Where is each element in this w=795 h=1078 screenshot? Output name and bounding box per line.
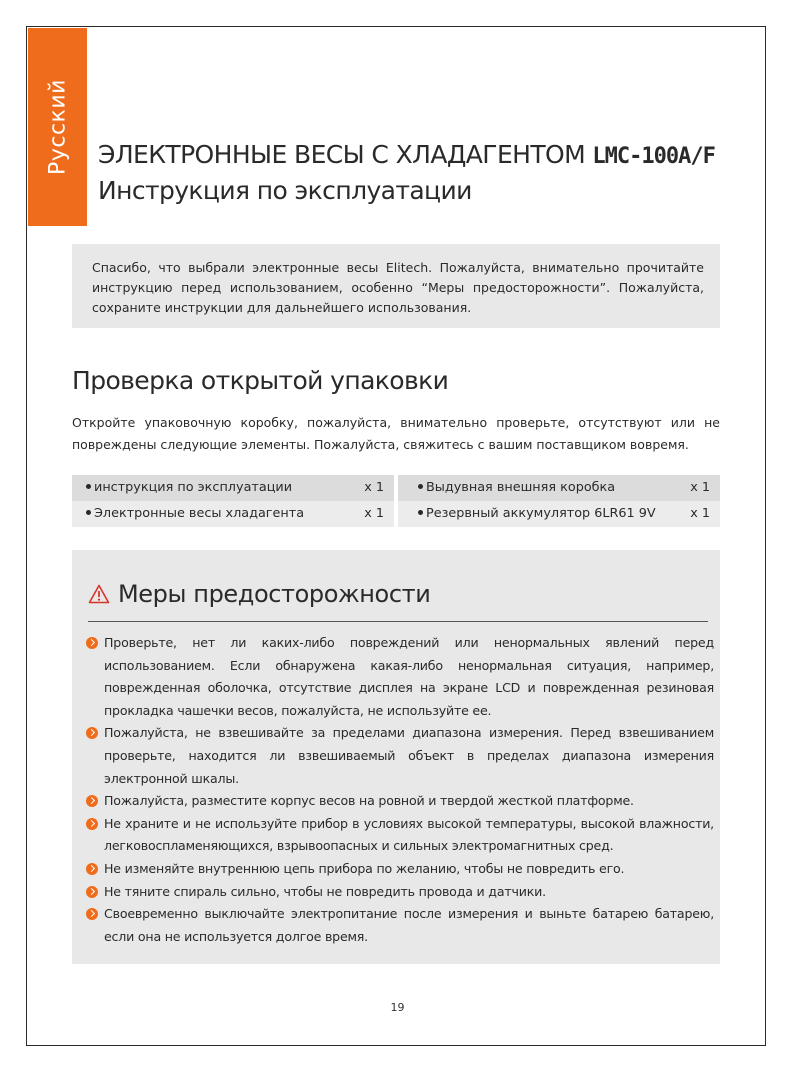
list-item [88,813,714,858]
precaution-text: Не тяните спираль сильно, чтобы не повредить провода и датчики. [104,883,546,899]
list-item [88,632,714,722]
intro-text: Спасибо, что выбрали электронные весы Elitech. Пожалуйста, внимательно прочитайте инструкцию перед использованием, особенно “Меры предосторожности”. Пожалуйста, сохраните инструкции для дальнейшего использования. [92,260,704,315]
package-item [398,501,720,527]
bullet-icon [86,484,91,489]
package-item-label: Выдувная внешняя коробка [426,480,616,495]
language-label: Русский [45,79,70,175]
list-item [88,858,714,881]
bullet-arrow-icon [86,863,98,875]
language-tab [28,28,87,226]
bullet-icon [418,484,423,489]
bullet-icon [86,510,91,515]
precautions-heading [88,580,430,608]
list-item [88,790,714,813]
intro-box [72,244,720,328]
precaution-text: Не изменяйте внутреннюю цепь прибора по желанию, чтобы не повредить его. [104,860,625,876]
bullet-arrow-icon [86,886,98,898]
precaution-text: Не храните и не используйте прибор в условиях высокой температуры, высокой влажности, легковоспламеняющихся, взрывоопасных и сильных электромагнитных сред. [104,815,714,854]
package-item-label: Электронные весы хладагента [94,506,305,521]
package-item-qty: x 1 [364,480,384,495]
package-item [72,475,394,501]
precautions-box [72,550,720,964]
bullet-arrow-icon [86,637,98,649]
bullet-arrow-icon [86,727,98,739]
precaution-text: Пожалуйста, разместите корпус весов на ровной и твердой жесткой платформе. [104,793,634,809]
package-item-qty: x 1 [364,506,384,521]
page-number: 19 [390,1001,405,1014]
package-check-text: Откройте упаковочную коробку, пожалуйста, внимательно проверьте, отсутствуют или не повреждены следующие элементы. Пожалуйста, свяжитесь с вашим поставщиком вовремя. [72,415,720,452]
bullet-arrow-icon [86,908,98,920]
package-item-qty: x 1 [690,506,710,521]
page-subtitle: Инструкция по эксплуатации [98,176,472,205]
bullet-icon [418,510,423,515]
title-text: ЭЛЕКТРОННЫЕ ВЕСЫ С ХЛАДАГЕНТОМ [98,140,593,169]
precaution-text: Пожалуйста, не взвешивайте за пределами диапазона измерения. Перед взвешиванием проверьте, находится ли взвешиваемый объект в пределах диапазона измерения электронной шкалы. [104,725,714,786]
precautions-list [88,632,714,948]
package-item-label: инструкция по эксплуатации [94,480,293,495]
precaution-text: Проверьте, нет ли каких-либо повреждений или ненормальных явлений перед использованием. Если обнаружена какая-либо ненормальная ситуация, например, поврежденная оболочка, отсутствие дисплея на экране LCD и поврежденная резиновая прокладка чашечки весов, пожалуйста, не используйте ее. [104,635,714,718]
package-item-qty: x 1 [690,480,710,495]
page-title [98,140,715,169]
model-name: LMC-100A/F [592,144,715,169]
precautions-heading-text: Меры предосторожности [118,580,431,608]
list-item [88,881,714,904]
package-item-label: Резервный аккумулятор 6LR61 9V [426,506,656,521]
package-items-table [72,475,720,527]
package-check-heading: Проверка открытой упаковки [72,366,449,395]
list-item [88,722,714,790]
bullet-arrow-icon [86,795,98,807]
package-item [72,501,394,527]
precaution-text: Своевременно выключайте электропитание после измерения и выньте батарею батарею, если она не используется долгое время. [104,906,714,944]
package-item [398,475,720,501]
warning-triangle-icon [88,584,110,604]
bullet-arrow-icon [86,818,98,830]
list-item [88,903,714,948]
heading-divider [88,621,708,622]
